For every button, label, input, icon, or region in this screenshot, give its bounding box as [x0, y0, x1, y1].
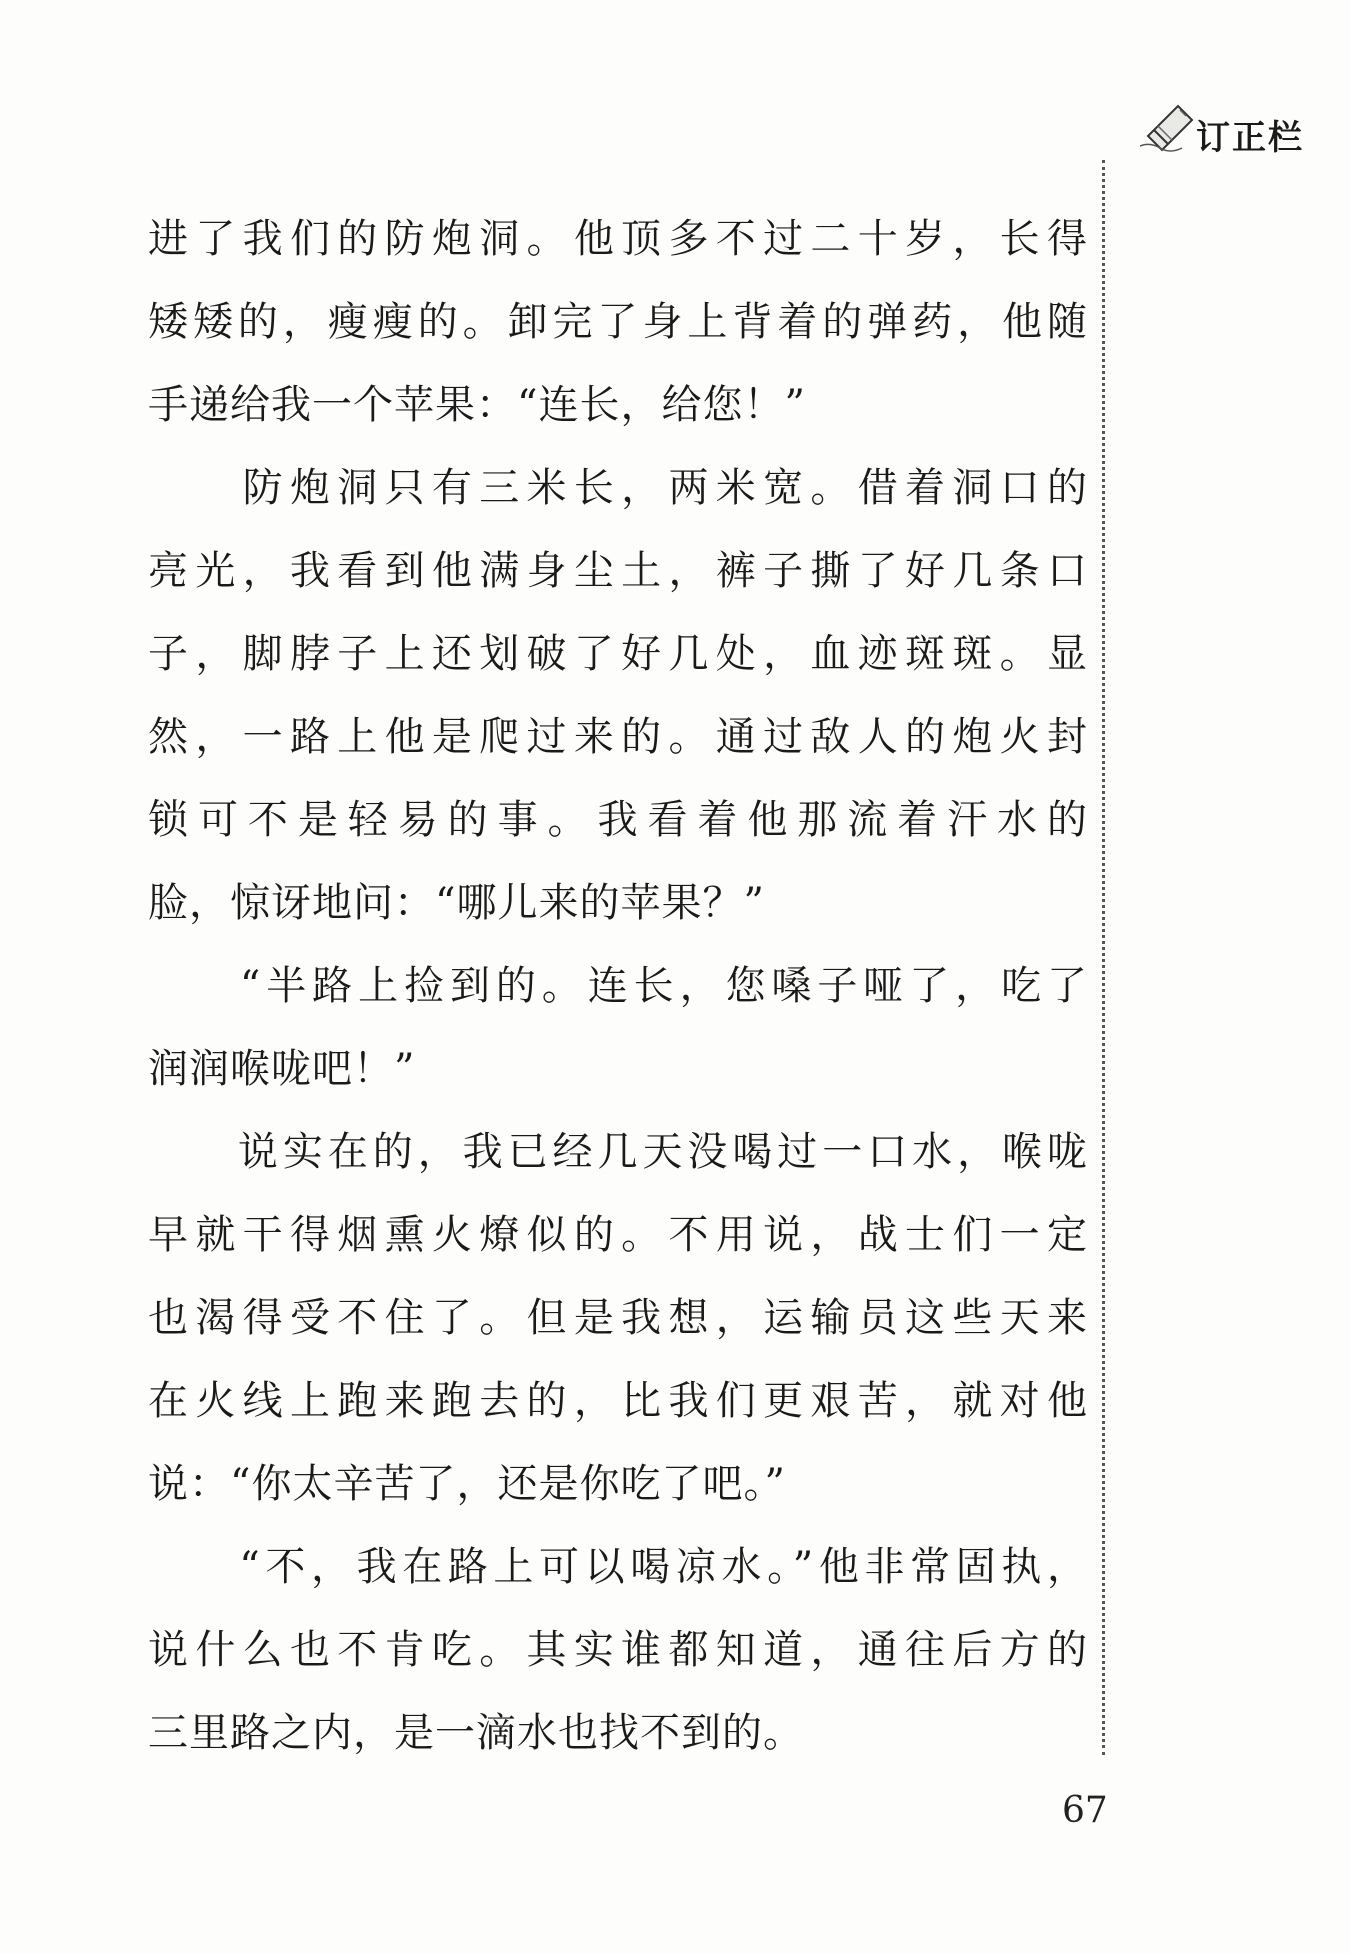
page-number: 67 [1062, 1790, 1108, 1831]
correction-column-header [1140, 96, 1340, 166]
text-line: 矮矮的，瘦瘦的。卸完了身上背着的弹药，他随 [148, 299, 1088, 345]
text-line: 润润喉咙吧！” [148, 1046, 416, 1092]
text-line: 进了我们的防炮洞。他顶多不过二十岁，长得 [148, 216, 1088, 262]
text-line: 手递给我一个苹果：“连长，给您！” [148, 382, 806, 428]
body-text [148, 198, 1088, 1775]
text-line: 防炮洞只有三米长，两米宽。借着洞口的 [148, 465, 1088, 511]
text-line: 亮光，我看到他满身尘土，裤子撕了好几条口 [148, 548, 1088, 594]
text-line: 说：“你太辛苦了，还是你吃了吧。” [148, 1461, 786, 1507]
text-line: 说什么也不肯吃。其实谁都知道，通往后方的 [148, 1627, 1088, 1673]
text-line: 锁可不是轻易的事。我看着他那流着汗水的 [148, 797, 1088, 843]
text-line: “不，我在路上可以喝凉水。”他非常固执， [148, 1544, 1088, 1590]
margin-dotted-divider [1102, 160, 1105, 1755]
text-line: 子，脚脖子上还划破了好几处，血迹斑斑。显 [148, 631, 1088, 677]
text-line: 脸，惊讶地问：“哪儿来的苹果？” [148, 880, 765, 926]
pencil-eraser-icon [1140, 96, 1200, 156]
text-line: 三里路之内，是一滴水也找不到的。 [148, 1710, 804, 1756]
text-line: “半路上捡到的。连长，您嗓子哑了，吃了 [148, 963, 1088, 1009]
text-line: 也渴得受不住了。但是我想，运输员这些天来 [148, 1295, 1088, 1341]
correction-column-title: 订正栏 [1196, 118, 1304, 158]
text-line: 然，一路上他是爬过来的。通过敌人的炮火封 [148, 714, 1088, 760]
text-line: 说实在的，我已经几天没喝过一口水，喉咙 [148, 1129, 1088, 1175]
text-line: 早就干得烟熏火燎似的。不用说，战士们一定 [148, 1212, 1088, 1258]
text-line: 在火线上跑来跑去的，比我们更艰苦，就对他 [148, 1378, 1088, 1424]
